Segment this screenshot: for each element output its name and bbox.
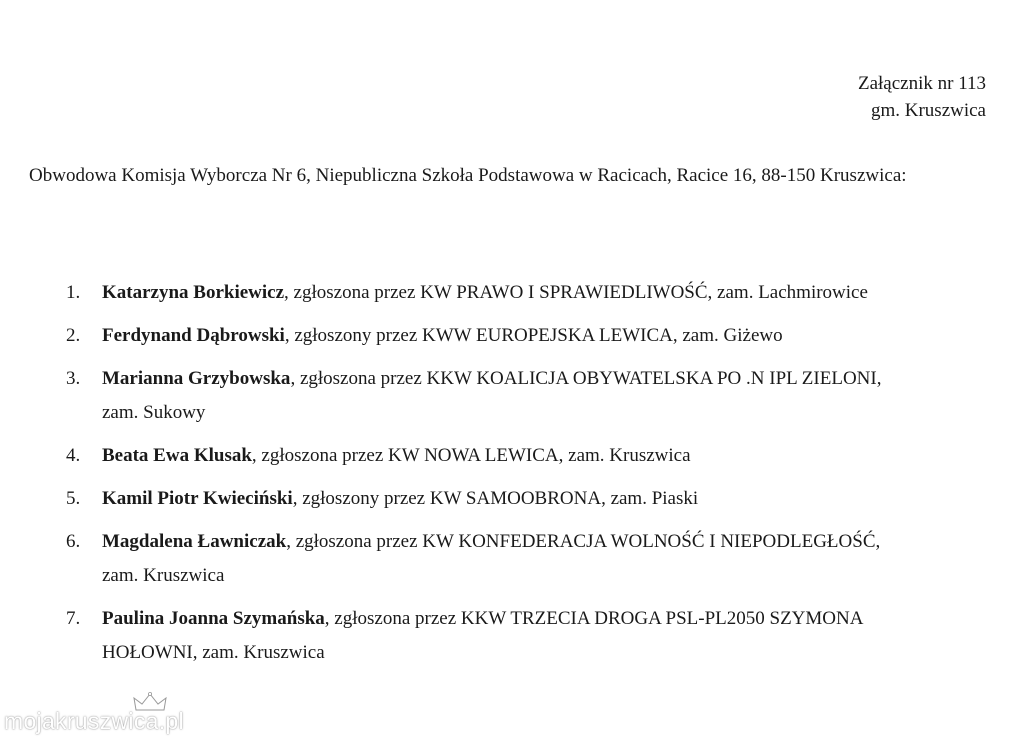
member-name: Kamil Piotr Kwieciński xyxy=(102,488,293,509)
member-name: Katarzyna Borkiewicz xyxy=(102,282,285,303)
member-details: , zgłoszona przez KW NOWA LEWICA, zam. Kruszwica xyxy=(251,445,691,466)
member-details: , zgłoszona przez KKW KOALICJA OBYWATELSKA PO .N IPL ZIELONI, zam. Sukowy xyxy=(102,368,882,423)
list-item xyxy=(0,525,902,593)
commission-intro: Obwodowa Komisja Wyborcza Nr 6, Niepubliczna Szkoła Podstawowa w Racicach, Racice 16, 88-150 Kruszwica: xyxy=(29,165,907,186)
list-item xyxy=(0,602,902,670)
member-details: , zgłoszony przez KWW EUROPEJSKA LEWICA, zam. Giżewo xyxy=(284,325,783,346)
item-number: 3. xyxy=(66,368,81,389)
item-number: 6. xyxy=(66,531,81,552)
attachment-header xyxy=(858,70,986,124)
member-details: , zgłoszony przez KW SAMOOBRONA, zam. Piaski xyxy=(292,488,699,509)
list-item xyxy=(0,482,902,516)
list-item xyxy=(0,276,902,310)
member-name: Paulina Joanna Szymańska xyxy=(102,608,325,629)
members-list xyxy=(0,276,1024,679)
item-number: 2. xyxy=(66,325,81,346)
member-details: , zgłoszona przez KW KONFEDERACJA WOLNOŚĆ I NIEPODLEGŁOŚĆ, zam. Kruszwica xyxy=(102,531,881,586)
member-name: Ferdynand Dąbrowski xyxy=(102,325,285,346)
item-number: 4. xyxy=(66,445,81,466)
item-number: 7. xyxy=(66,608,81,629)
member-details: , zgłoszona przez KKW TRZECIA DROGA PSL-PL2050 SZYMONA HOŁOWNI, zam. Kruszwica xyxy=(102,608,863,663)
item-number: 5. xyxy=(66,488,81,509)
site-watermark[interactable]: mojakruszwica.pl xyxy=(4,708,184,734)
list-item xyxy=(0,319,902,353)
member-name: Marianna Grzybowska xyxy=(102,368,291,389)
item-number: 1. xyxy=(66,282,81,303)
member-details: , zgłoszona przez KW PRAWO I SPRAWIEDLIWOŚĆ, zam. Lachmirowice xyxy=(284,282,868,303)
list-item xyxy=(0,362,902,430)
member-name: Beata Ewa Klusak xyxy=(102,445,252,466)
municipality-name: gm. Kruszwica xyxy=(870,100,986,121)
attachment-number: Załącznik nr 113 xyxy=(857,73,986,94)
member-name: Magdalena Ławniczak xyxy=(102,531,287,552)
list-item xyxy=(0,439,902,473)
